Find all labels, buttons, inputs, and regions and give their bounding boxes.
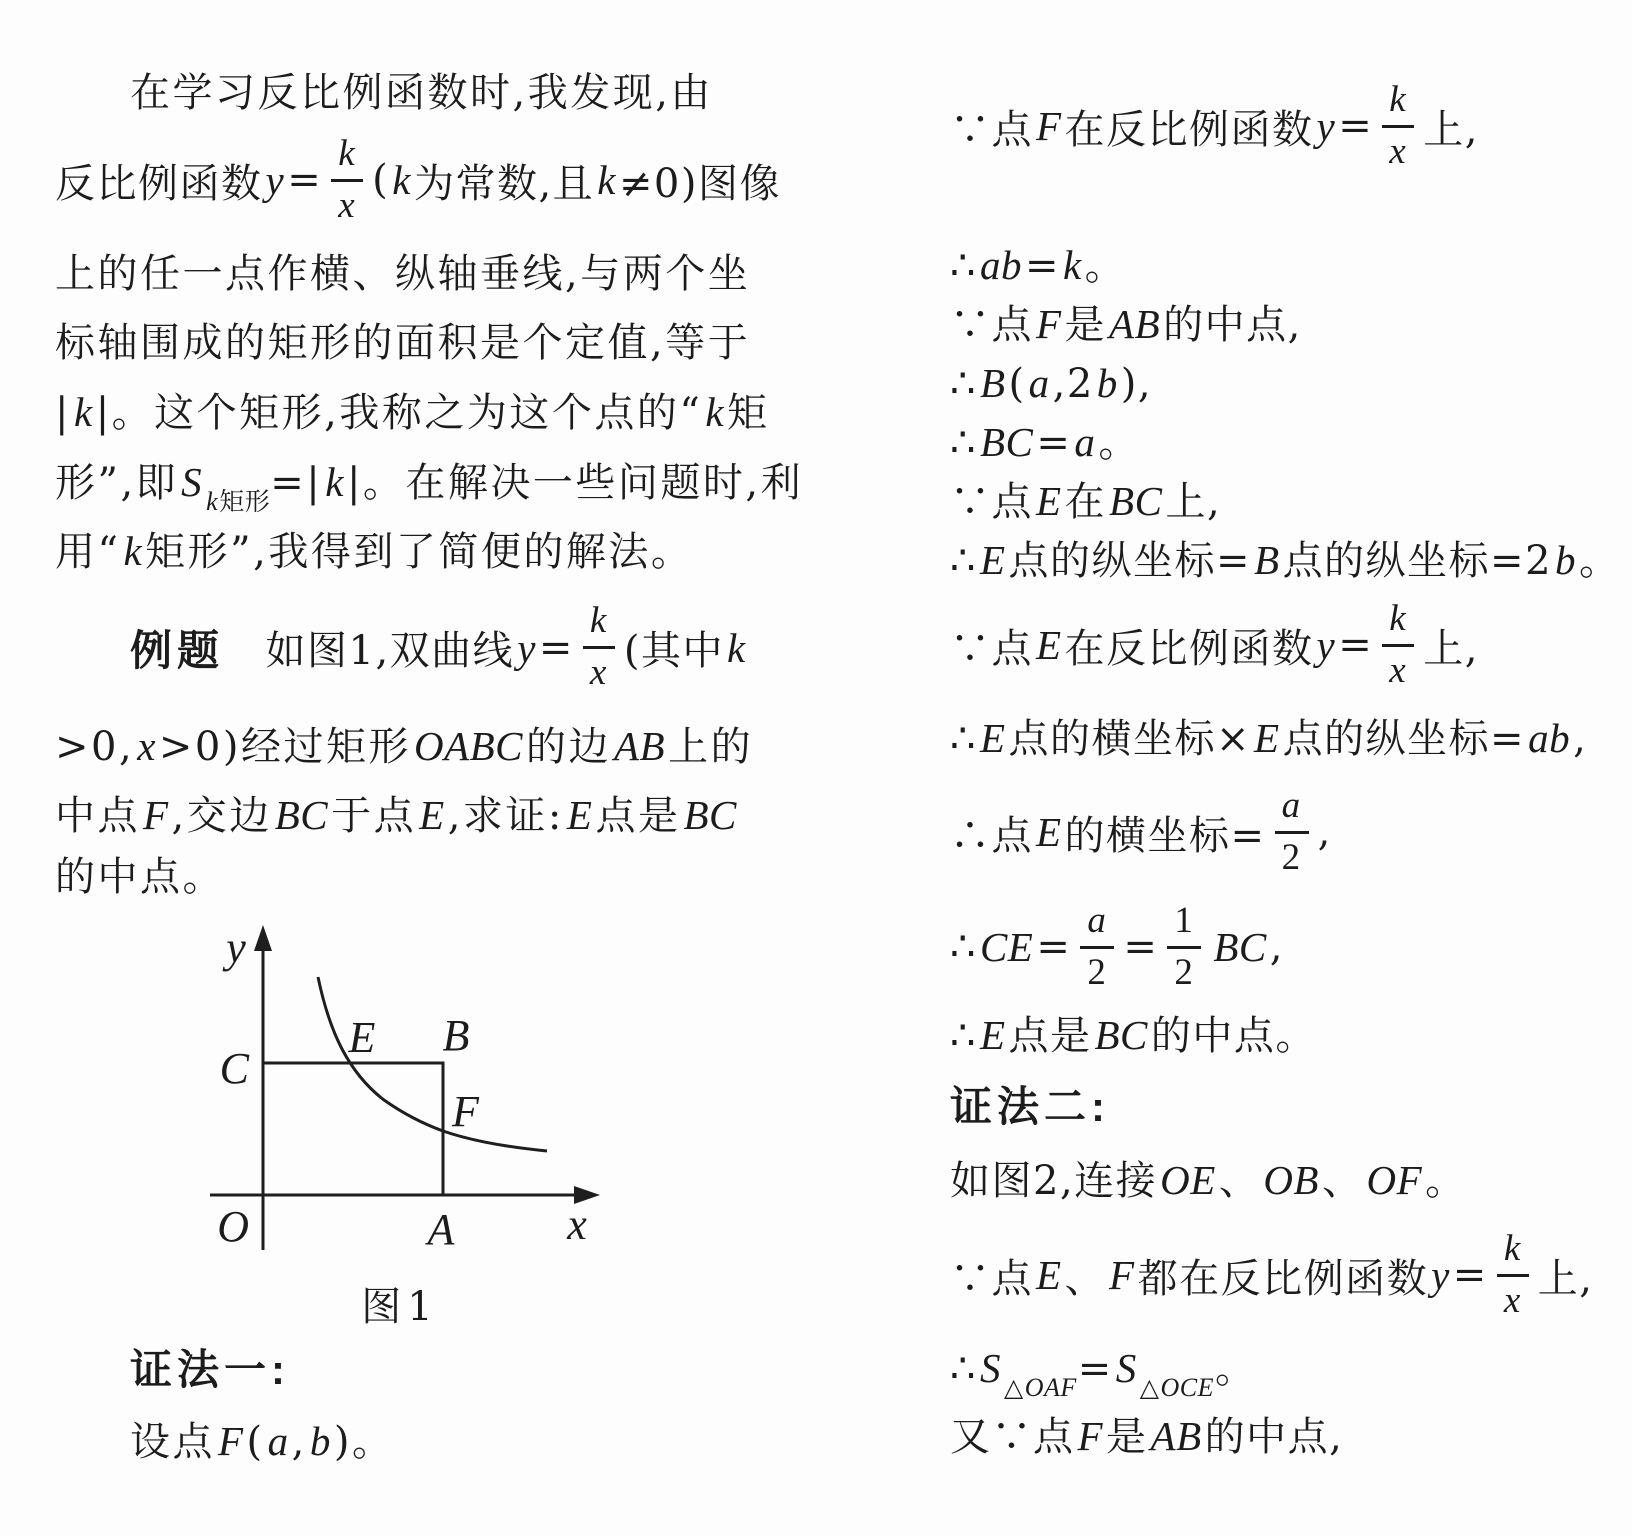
example-line-3: 中点F,交边BC于点E,求证:E点是BC <box>55 792 737 839</box>
proof1-step-6: ∵点E在BC上, <box>950 478 1222 525</box>
proof2-step-3: ∴S $_{\triangle OAF}$=S $_{\triangle OCE}$。 <box>950 1345 1257 1402</box>
intro-line-1: 在学习反比例函数时,我发现,由 <box>130 70 713 116</box>
label-y-axis: y <box>226 923 246 972</box>
intro-line-2: 反比例函数 y = $\frac{k}{x}$ ( k 为常数,且 k ≠0)图像 <box>55 132 781 226</box>
figure-1-caption: 图1 <box>361 1284 439 1330</box>
example-line-2: >0,x>0)经过矩形OABC的边AB上的 <box>55 723 754 770</box>
proof1-step-12: ∴E点是BC的中点。 <box>950 1012 1317 1059</box>
label-point-F: F <box>452 1087 479 1136</box>
proof1-step-9: ∴E点的横坐标×E点的纵坐标=ab, <box>950 715 1588 762</box>
example-line-1: 例题 如图1,双曲线 y = $\frac{k}{x}$ (其中 k <box>130 600 746 693</box>
proof1-step-1: ∵点 F 在反比例函数 y = $\frac{k}{x}$ 上, <box>950 78 1479 172</box>
intro-line-3: 上的任一点作横、纵轴垂线,与两个坐 <box>55 251 751 297</box>
label-x-axis: x <box>567 1200 587 1249</box>
rectangle-OABC-edges <box>263 1063 443 1195</box>
proof1-step-3: ∵点F是AB的中点, <box>950 301 1302 348</box>
proof1-step-2: ∴ab=k。 <box>950 242 1127 289</box>
intro-line-5: |k|。这个矩形,我称之为这个点的“k矩 <box>55 389 770 436</box>
intro-line-6: 形”,即S $_{k矩形}$=|k|。在解决一些问题时,利 <box>55 459 804 516</box>
proof1-step-7: ∴E点的纵坐标=B点的纵坐标=2b。 <box>950 537 1621 584</box>
label-point-C: C <box>219 1044 249 1093</box>
label-origin-O: O <box>217 1202 249 1251</box>
proof2-step-2: ∵点 E 、 F 都在反比例函数 y = $\frac{k}{x}$ 上, <box>950 1227 1594 1321</box>
intro-line-4: 标轴围成的矩形的面积是个定值,等于 <box>55 320 751 366</box>
label-point-E: E <box>348 1013 376 1062</box>
proof1-step-10: ∴点 E 的横坐标= $\frac{a}{2}$ , <box>950 784 1332 878</box>
y-axis-arrow <box>254 925 272 951</box>
proof1-step-5: ∴BC=a。 <box>950 419 1140 466</box>
proof2-heading: 证法二: <box>950 1083 1110 1130</box>
proof2-step-1: 如图2,连接OE、OB、OF。 <box>950 1157 1467 1204</box>
intro-line-7: 用“k矩形”,我得到了简便的解法。 <box>55 528 694 575</box>
proof1-step-8: ∵点 E 在反比例函数 y = $\frac{k}{x}$ 上, <box>950 597 1479 691</box>
figure-1-graph <box>185 895 615 1260</box>
proof2-step-4: 又∵点F是AB的中点, <box>950 1413 1344 1460</box>
proof1-heading: 证法一: <box>130 1346 290 1393</box>
proof1-step-11: ∴ CE = $\frac{a}{2}$ = $\frac{1}{2}$ BC , <box>950 899 1285 993</box>
label-point-A: A <box>427 1205 455 1254</box>
example-line-4: 的中点。 <box>55 854 225 900</box>
proof1-setup-line: 设点F(a,b)。 <box>130 1418 395 1465</box>
proof1-step-4: ∴B(a,2b), <box>950 360 1153 407</box>
label-point-B: B <box>442 1011 470 1060</box>
